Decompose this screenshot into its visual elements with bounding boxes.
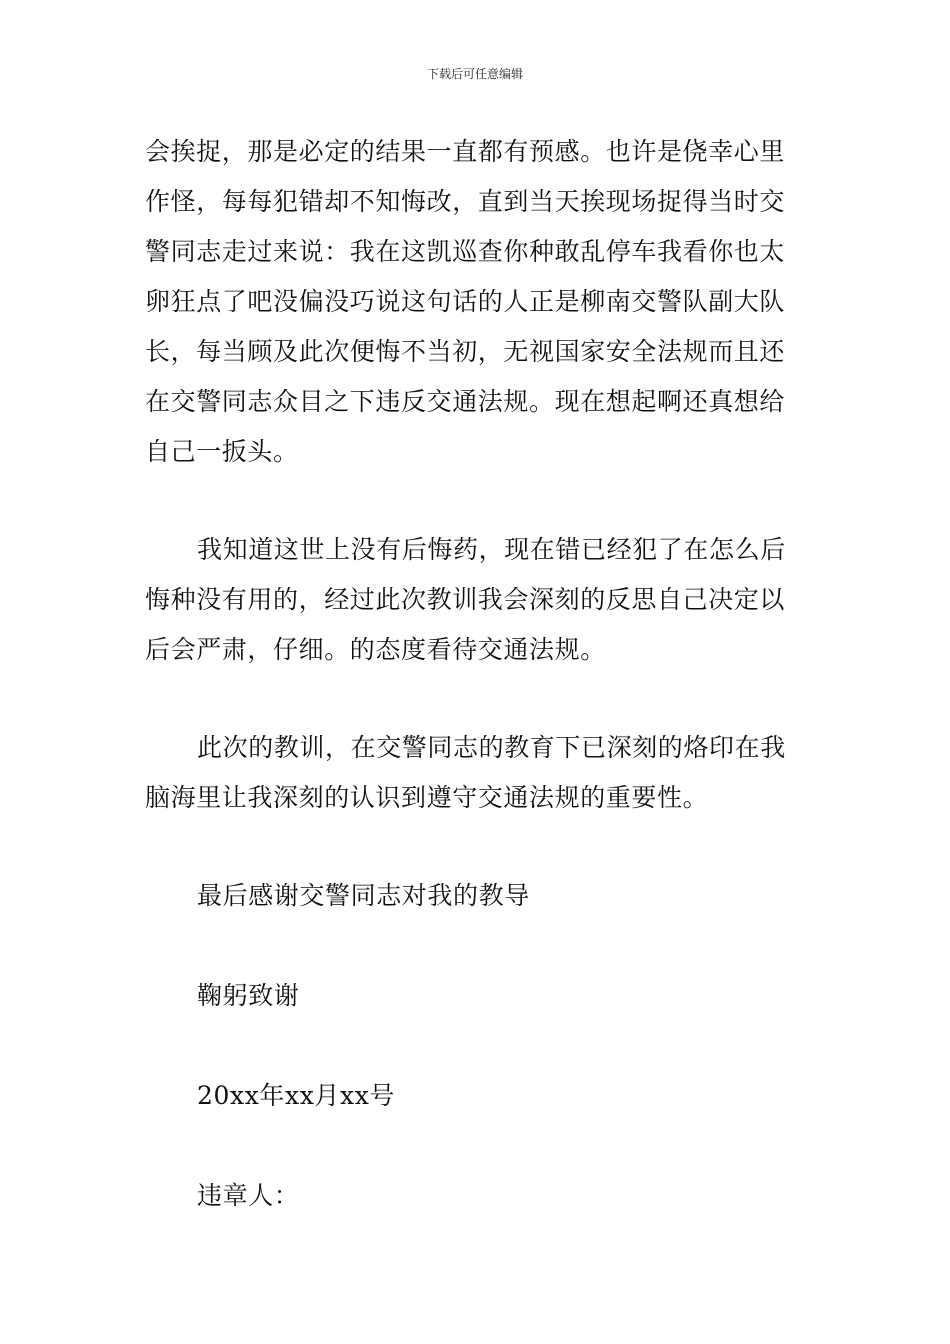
closing-line: 最后感谢交警同志对我的教导 — [197, 881, 530, 910]
signature-label: 违章人： — [197, 1181, 300, 1210]
header-note: 下载后可任意编辑 — [426, 67, 523, 81]
salute-line: 鞠躬致谢 — [197, 981, 300, 1010]
body-paragraph-1: 会挨捉，那是必定的结果一直都有预感。也许是侥幸心里作怪，每每犯错却不知悔改，直到当天挨现场捉得当时交警同志走过来说：我在这凯巡查你种敢乱停车我看你也太卵狂点了吧没偏没巧说这句话的人正是柳南交警队副大队长，每当顾及此次便悔不当初，无视国家安全法规而且还在交警同志众目之下违反交通法规。现在想起啊还真想给自己一扳头。 — [145, 137, 786, 466]
body-paragraph-2: 我知道这世上没有后悔药，现在错已经犯了在怎么后悔种没有用的，经过此次教训我会深刻的反思自己决定以后会严肃，仔细。的态度看待交通法规。 — [145, 535, 786, 664]
body-paragraph-3: 此次的教训，在交警同志的教育下已深刻的烙印在我脑海里让我深刻的认识到遵守交通法规的重要性。 — [145, 733, 786, 812]
date-line: 20xx年xx月xx号 — [197, 1081, 396, 1110]
